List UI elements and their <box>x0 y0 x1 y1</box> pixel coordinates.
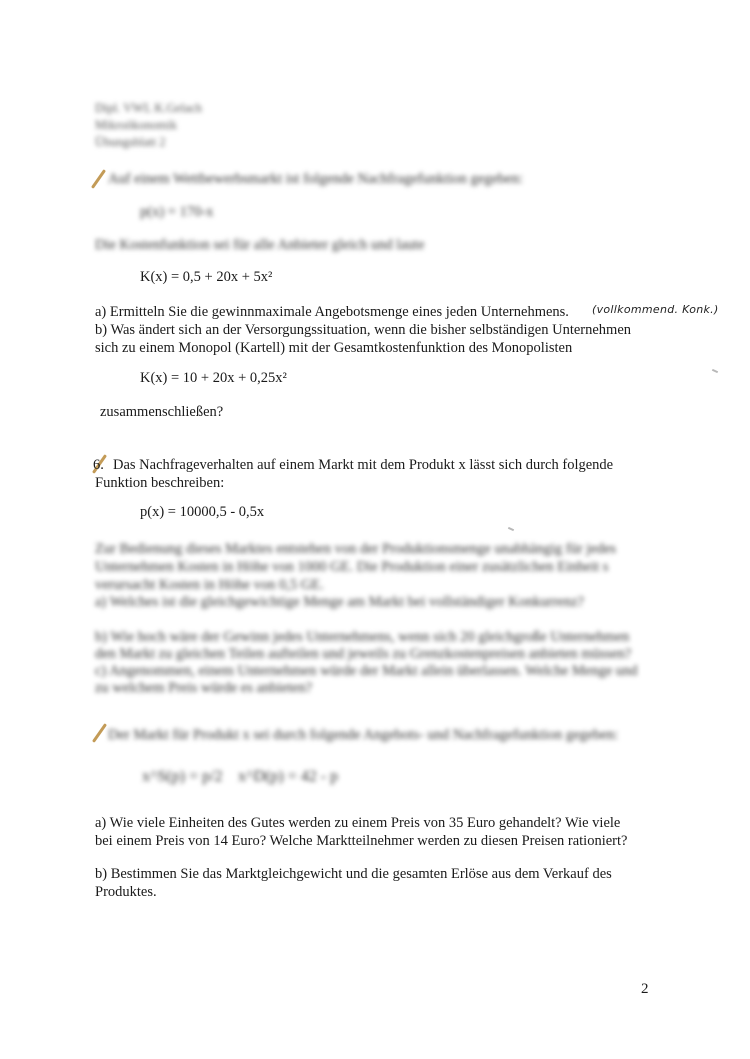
document-header <box>95 100 202 151</box>
task2-blurred-line: b) Wie hoch wäre der Gewinn jedes Unternehmens, wenn sich 20 gleichgroße Unternehmen <box>95 629 630 645</box>
task2-demand-function: p(x) = 10000,5 - 0,5x <box>140 504 265 520</box>
check-mark-icon <box>92 723 107 743</box>
task2-blurred-line: Unternehmen Kosten in Höhe von 1000 GE. Die Produktion einer zusätzlichen Einheit s <box>95 559 609 575</box>
task3-question-b-line2: Produktes. <box>95 884 157 900</box>
scan-speck <box>712 369 718 373</box>
task1-cost-intro: Die Kostenfunktion sei für alle Anbieter gleich und laute <box>95 237 425 253</box>
check-mark-icon <box>91 169 106 189</box>
task2-blurred-line: c) Angenommen, einem Unternehmen würde der Markt allein überlassen. Welche Menge und <box>95 663 638 679</box>
task2-number: 6. <box>93 457 104 473</box>
task3-question-a-line2: bei einem Preis von 14 Euro? Welche Marktteilnehmer werden zu diesen Preisen rationiert? <box>95 833 628 849</box>
task1-question-b-end: zusammenschließen? <box>100 404 224 420</box>
task2-blurred-line: verursacht Kosten in Höhe von 0,5 GE. <box>95 577 324 593</box>
task3-question-a-line1: a) Wie viele Einheiten des Gutes werden zu einem Preis von 35 Euro gehandelt? Wie viele <box>95 815 621 831</box>
task1-question-a: a) Ermitteln Sie die gewinnmaximale Angebotsmenge eines jeden Unternehmens. <box>95 304 569 320</box>
task1-demand-function: p(x) = 170-x <box>140 204 214 220</box>
task2-line2: Funktion beschreiben: <box>95 475 225 491</box>
task3-supply-function: x^S(p) = p/2 <box>142 768 223 785</box>
task2-blurred-line: den Markt zu gleichen Teilen aufteilen und jeweils zu Grenzkostenpreisen anbieten müssen? <box>95 646 632 662</box>
header-line: Übungsblatt 2 <box>95 135 166 149</box>
scan-speck <box>508 527 514 531</box>
task1-monopoly-cost: K(x) = 10 + 20x + 0,25x² <box>140 370 287 386</box>
task1-question-b-line1: b) Was ändert sich an der Versorgungssituation, wenn die bisher selbständigen Unternehmen <box>95 322 632 338</box>
task3-demand-function: x^D(p) = 42 - p <box>238 768 339 785</box>
header-line: Dipl. VWL K.Gelach <box>95 101 202 115</box>
task2-blurred-line: Zur Bedienung dieses Marktes entstehen von der Produktionsmenge unabhängig für jedes <box>95 541 617 557</box>
task2-blurred-line: zu welchem Preis würde es anbieten? <box>95 680 313 696</box>
task3-question-b-line1: b) Bestimmen Sie das Marktgleichgewicht und die gesamten Erlöse aus dem Verkauf des <box>95 866 612 882</box>
task1-question-b-line2: sich zu einem Monopol (Kartell) mit der Gesamtkostenfunktion des Monopolisten <box>95 340 573 356</box>
handwritten-note: (vollkommend. Konk.) <box>592 303 719 316</box>
task2-line1: Das Nachfrageverhalten auf einem Markt mit dem Produkt x lässt sich durch folgende <box>113 457 614 473</box>
task1-intro: Auf einem Wettbewerbsmarkt ist folgende Nachfragefunktion gegeben: <box>108 171 523 187</box>
header-line: Mikroökonomik <box>95 118 177 132</box>
task1-cost-function: K(x) = 0,5 + 20x + 5x² <box>140 269 273 285</box>
task3-intro: Der Markt für Produkt x sei durch folgende Angebots- und Nachfragefunktion gegeben: <box>108 727 619 743</box>
task2-blurred-line: a) Welches ist die gleichgewichtige Menge am Markt bei vollständiger Konkurrenz? <box>95 594 584 610</box>
page-number: 2 <box>641 981 649 997</box>
